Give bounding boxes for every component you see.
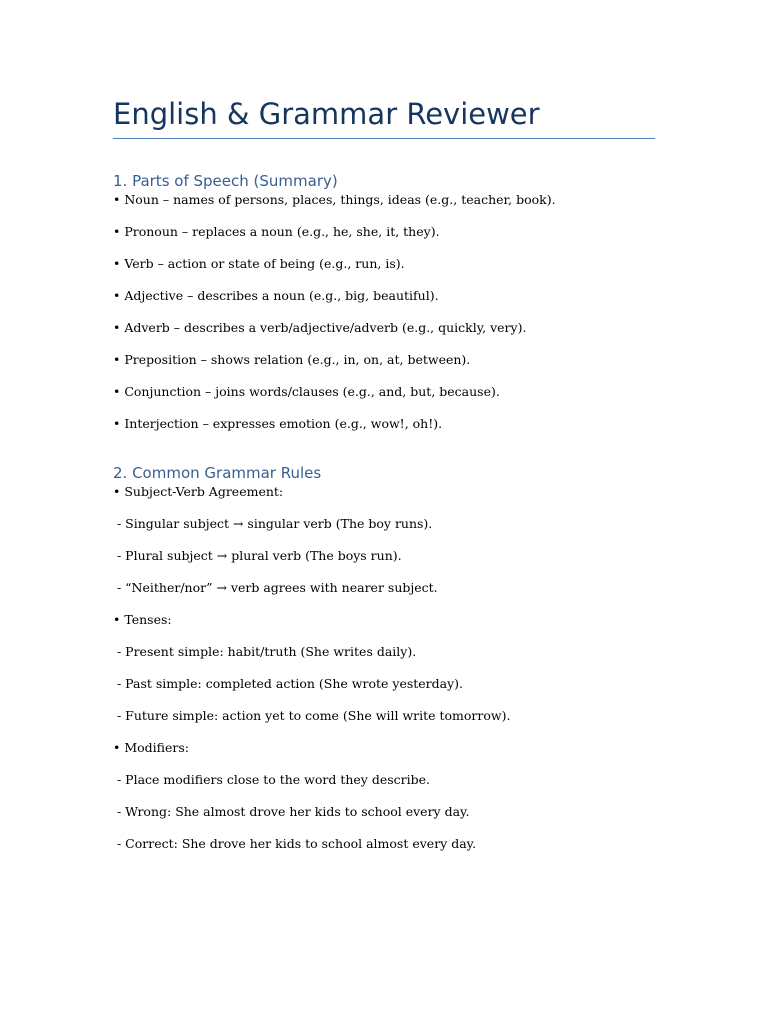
list-item: - “Neither/nor” → verb agrees with nearer subject.	[113, 580, 438, 595]
list-item: - Plural subject → plural verb (The boys run).	[113, 548, 402, 563]
section-heading: 1. Parts of Speech (Summary)	[113, 172, 338, 190]
list-item: • Adjective – describes a noun (e.g., big, beautiful).	[113, 288, 439, 303]
list-item: • Adverb – describes a verb/adjective/adverb (e.g., quickly, very).	[113, 320, 527, 335]
list-item: • Verb – action or state of being (e.g., run, is).	[113, 256, 405, 271]
section-grammar-rules	[113, 462, 655, 852]
list-item: • Interjection – expresses emotion (e.g., wow!, oh!).	[113, 416, 443, 431]
list-item: • Noun – names of persons, places, things, ideas (e.g., teacher, book).	[113, 192, 556, 207]
list-item: - Present simple: habit/truth (She writes daily).	[113, 644, 417, 659]
grammar-rules-list	[113, 484, 655, 852]
list-item: - Place modifiers close to the word they describe.	[113, 772, 430, 787]
section-heading: 2. Common Grammar Rules	[113, 464, 322, 482]
document-title: English & Grammar Reviewer	[113, 97, 540, 131]
list-item: • Subject-Verb Agreement:	[113, 484, 284, 499]
list-item: - Singular subject → singular verb (The boy runs).	[113, 516, 433, 531]
list-item: • Modifiers:	[113, 740, 190, 755]
list-item: • Preposition – shows relation (e.g., in, on, at, between).	[113, 352, 471, 367]
list-item: - Past simple: completed action (She wrote yesterday).	[113, 676, 464, 691]
list-item: - Wrong: She almost drove her kids to school every day.	[113, 804, 470, 819]
parts-of-speech-list	[113, 192, 655, 432]
title-underline-rule	[113, 138, 655, 139]
list-item: - Future simple: action yet to come (She will write tomorrow).	[113, 708, 511, 723]
list-item: • Pronoun – replaces a noun (e.g., he, she, it, they).	[113, 224, 440, 239]
list-item: - Correct: She drove her kids to school almost every day.	[113, 836, 477, 851]
list-item: • Tenses:	[113, 612, 172, 627]
list-item: • Conjunction – joins words/clauses (e.g., and, but, because).	[113, 384, 500, 399]
section-parts-of-speech	[113, 170, 655, 432]
document-page	[113, 92, 655, 852]
